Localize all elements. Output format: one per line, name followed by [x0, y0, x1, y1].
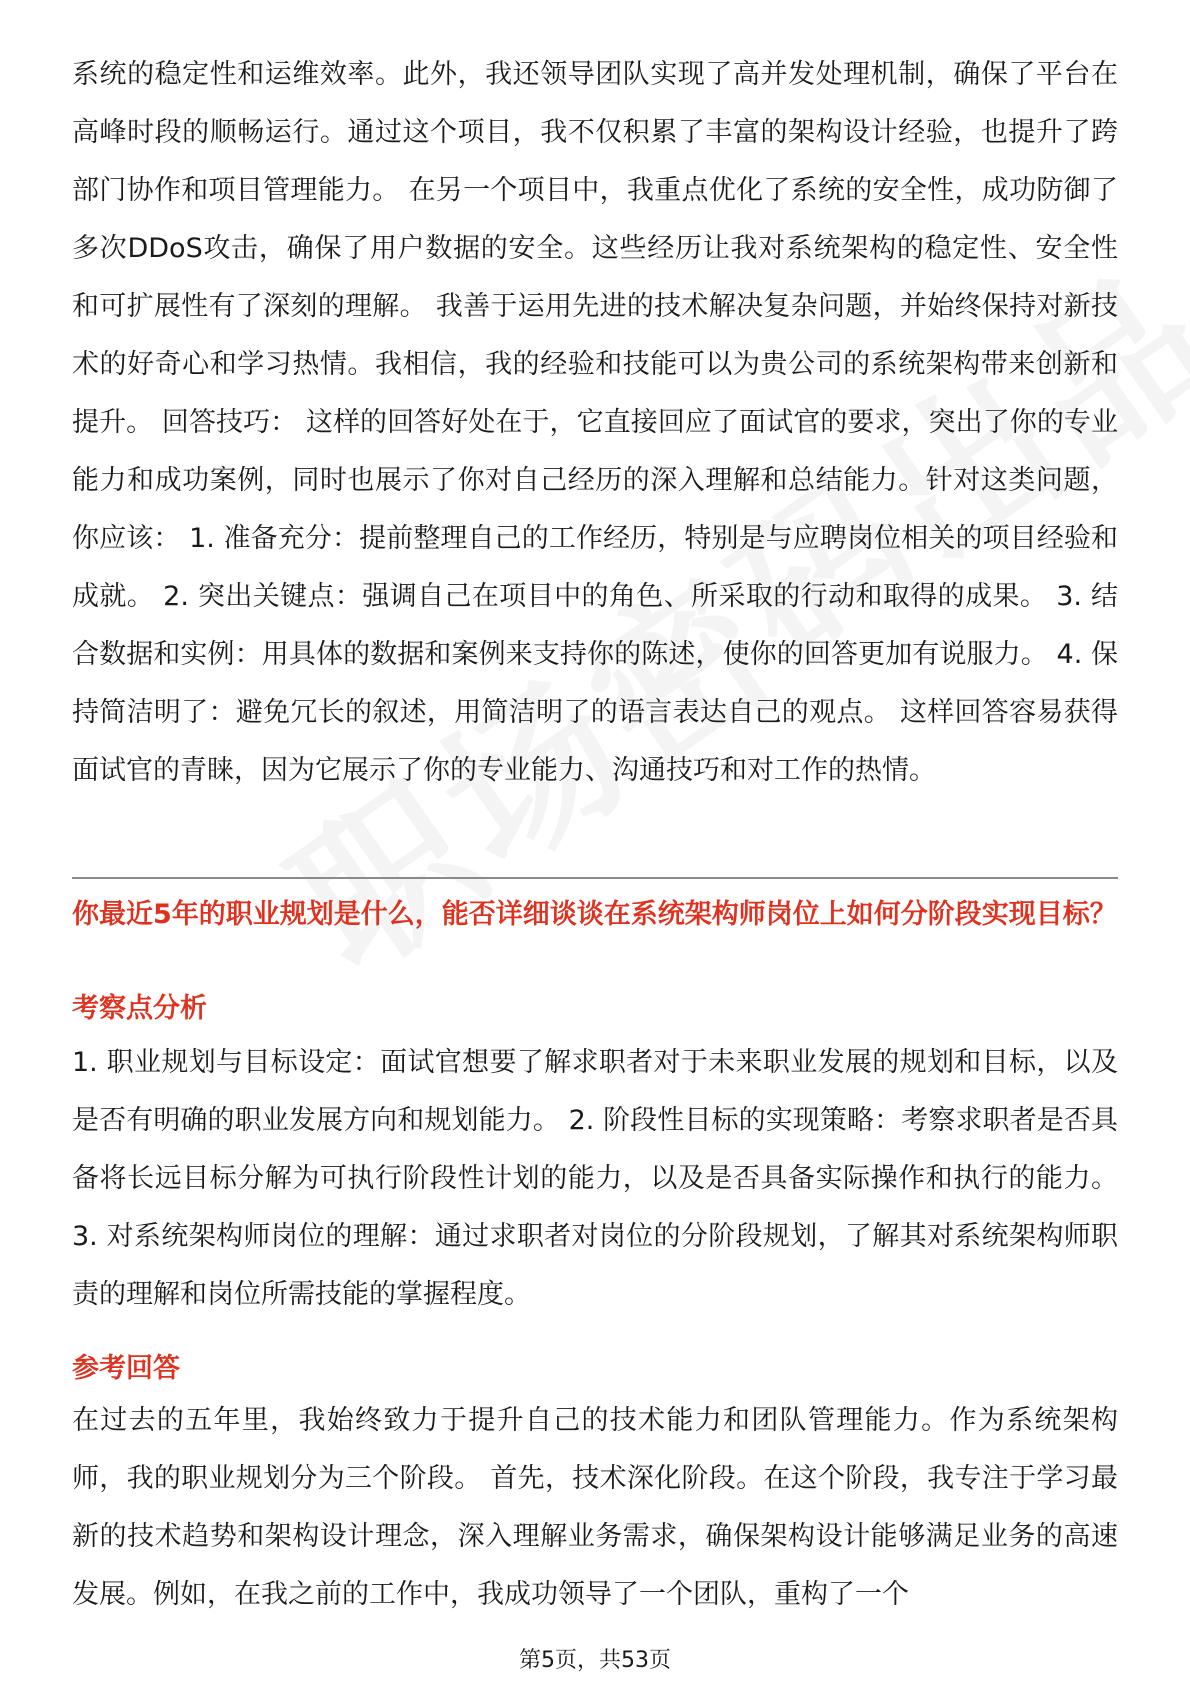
- intro-paragraph: 系统的稳定性和运维效率。此外，我还领导团队实现了高并发处理机制，确保了平台在高峰时段的顺畅运行。通过这个项目，我不仅积累了丰富的架构设计经验，也提升了跨部门协作和项目管理能力。 在另一个项目中，我重点优化了系统的安全性，成功防御了多次DDoS攻击，确保了用户数据的安全。这些经历让我对系统架构的稳定性、安全性和可扩展性有了深刻的理解。 我善于运用先进的技术解决复杂问题，并始终保持对新技术的好奇心和学习热情。我相信，我的经验和技能可以为贵公司的系统架构带来创新和提升。 回答技巧： 这样的回答好处在于，它直接回应了面试官的要求，突出了你的专业能力和成功案例，同时也展示了你对自己经历的深入理解和总结能力。针对这类问题，你应该： 1. 准备充分：提前整理自己的工作经历，特别是与应聘岗位相关的项目经验和成就。 2. 突出关键点：强调自己在项目中的角色、所采取的行动和取得的成果。 3. 结合数据和实例：用具体的数据和案例来支持你的陈述，使你的回答更加有说服力。 4. 保持简洁明了：避免冗长的叙述，用简洁明了的语言表达自己的观点。 这样回答容易获得面试官的青睐，因为它展示了你的专业能力、沟通技巧和对工作的热情。: [72, 59, 1118, 786]
- page-footer: 第5页，共53页: [519, 1648, 671, 1673]
- answer-paragraph: 在过去的五年里，我始终致力于提升自己的技术能力和团队管理能力。作为系统架构师，我的职业规划分为三个阶段。 首先，技术深化阶段。在这个阶段，我专注于学习最新的技术趋势和架构设计理念，深入理解业务需求，确保架构设计能够满足业务的高速发展。例如，在我之前的工作中，我成功领导了一个团队，重构了一个: [72, 1405, 1118, 1610]
- question-heading: 你最近5年的职业规划是什么，能否详细谈谈在系统架构师岗位上如何分阶段实现目标？: [72, 899, 1117, 930]
- section-divider: [72, 877, 1118, 879]
- answer-heading: 参考回答: [72, 1353, 180, 1384]
- analysis-heading: 考察点分析: [72, 993, 207, 1024]
- analysis-paragraph: 1. 职业规划与目标设定：面试官想要了解求职者对于未来职业发展的规划和目标，以及是否有明确的职业发展方向和规划能力。 2. 阶段性目标的实现策略：考察求职者是否具备将长远目标分解为可执行阶段性计划的能力，以及是否具备实际操作和执行的能力。 3. 对系统架构师岗位的理解：通过求职者对岗位的分阶段规划，了解其对系统架构师职责的理解和岗位所需技能的掌握程度。: [72, 1047, 1118, 1310]
